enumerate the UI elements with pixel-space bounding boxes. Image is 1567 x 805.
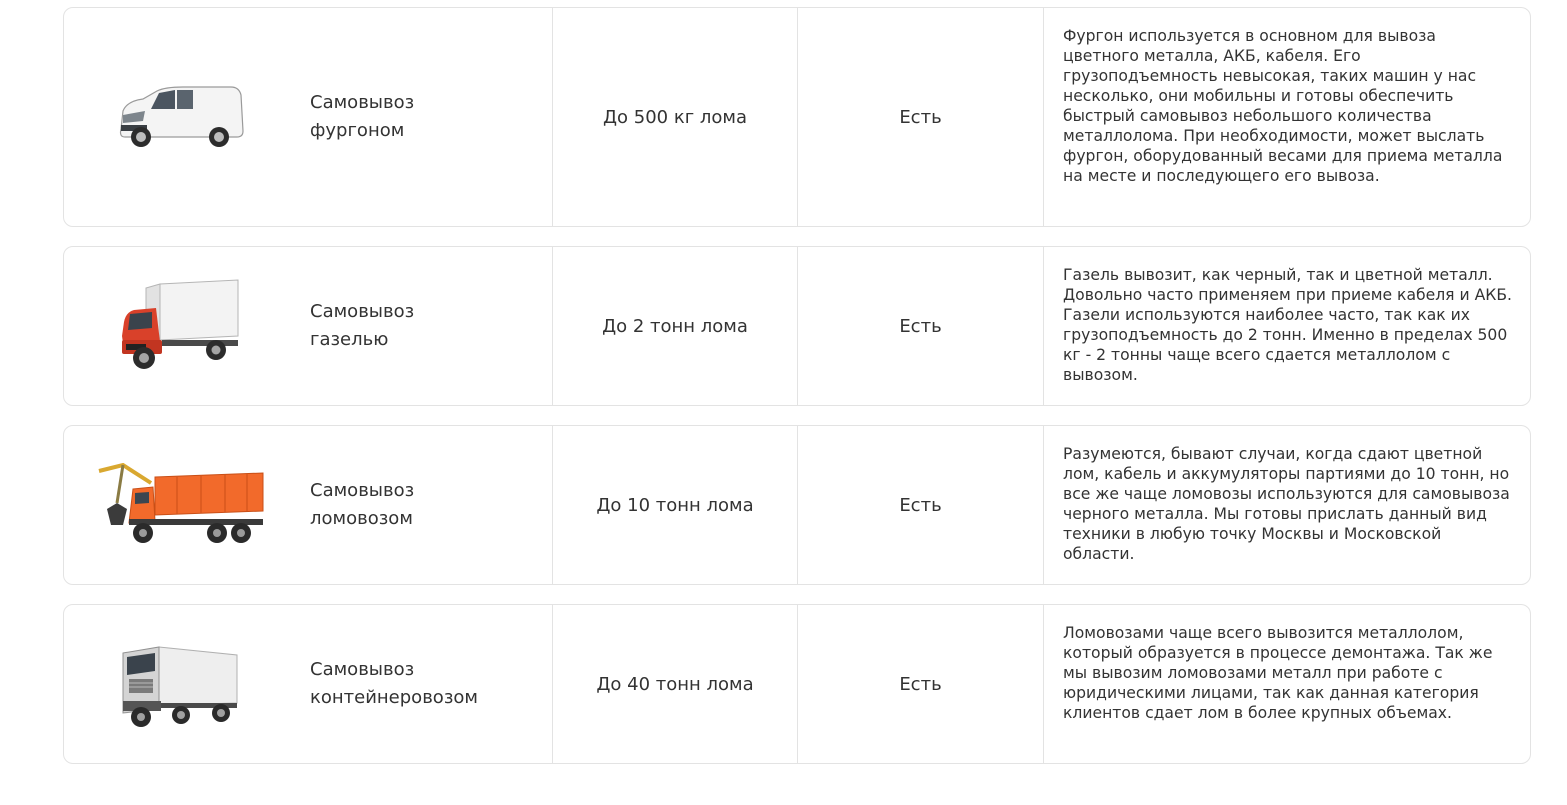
capacity-label: До 500 кг лома (602, 106, 748, 128)
description-text: Ломовозами чаще всего вывозится металлолом, который образуется в процессе демонтажа. Так же мы вывозим ломовозами металл при работе с юридическими лицами, так как данная категория клиентов сдает лом в более крупных объемах. (1063, 624, 1493, 722)
vehicle-name (294, 8, 552, 226)
table-row-gazelle (63, 246, 1531, 406)
vehicle-image-cell (64, 247, 294, 405)
description-cell (1043, 605, 1530, 763)
scales-label: Есть (899, 673, 942, 695)
scales-label: Есть (899, 106, 942, 128)
vehicle-image-cell (64, 605, 294, 763)
vehicle-name-label: Самовывоз ломовозом (310, 480, 415, 529)
vehicle-name (294, 605, 552, 763)
capacity-label: До 2 тонн лома (602, 315, 748, 337)
vehicle-name-label: Самовывоз фургоном (310, 92, 415, 141)
capacity-label: До 10 тонн лома (596, 494, 754, 516)
table-row-scrap-truck (63, 425, 1531, 585)
container-truck-icon (119, 639, 239, 729)
scales-cell (797, 247, 1043, 405)
description-text: Фургон используется в основном для вывоза цветного металла, АКБ, кабеля. Его грузоподъемность невысокая, таких машин у нас несколько, они мобильны и готовы обеспечить быстрый самовывоз небольшого количества металлолома. При необходимости, может выслать фургон, оборудованный весами для приема металла на месте и последующего его вывоза. (1063, 27, 1503, 185)
scales-cell (797, 426, 1043, 584)
table-row-van (63, 7, 1531, 227)
vehicle-name-label: Самовывоз контейнеровозом (310, 659, 478, 708)
vehicle-image-cell (64, 426, 294, 584)
scrap-truck-icon (93, 463, 265, 547)
table-row-container-truck (63, 604, 1531, 764)
capacity-cell (552, 605, 797, 763)
scales-cell (797, 8, 1043, 226)
description-text: Разумеются, бывают случаи, когда сдают цветной лом, кабель и аккумуляторы партиями до 10 тонн, но все же чаще ломовозы используются для самовывоза черного металла. Мы готовы прислать данный вид техники в любую точку Москвы и Московской области. (1063, 445, 1510, 563)
description-cell (1043, 8, 1530, 226)
capacity-label: До 40 тонн лома (596, 673, 754, 695)
capacity-cell (552, 426, 797, 584)
capacity-cell (552, 247, 797, 405)
vehicle-image-cell (64, 8, 294, 226)
vehicle-name (294, 247, 552, 405)
van-icon (113, 81, 245, 153)
description-cell (1043, 247, 1530, 405)
vehicle-name (294, 426, 552, 584)
scales-label: Есть (899, 494, 942, 516)
description-cell (1043, 426, 1530, 584)
capacity-cell (552, 8, 797, 226)
description-text: Газель вывозит, как черный, так и цветной металл. Довольно часто применяем при приеме кабеля и АКБ. Газели используются наиболее часто, так как их грузоподъемность до 2 тонн. Именно в пределах 500 кг - 2 тонны чаще всего сдается металлолом с вывозом. (1063, 266, 1512, 384)
vehicle-name-label: Самовывоз газелью (310, 301, 415, 350)
scales-cell (797, 605, 1043, 763)
vehicle-table (63, 7, 1531, 783)
gazelle-truck-icon (116, 278, 242, 374)
scales-label: Есть (899, 315, 942, 337)
